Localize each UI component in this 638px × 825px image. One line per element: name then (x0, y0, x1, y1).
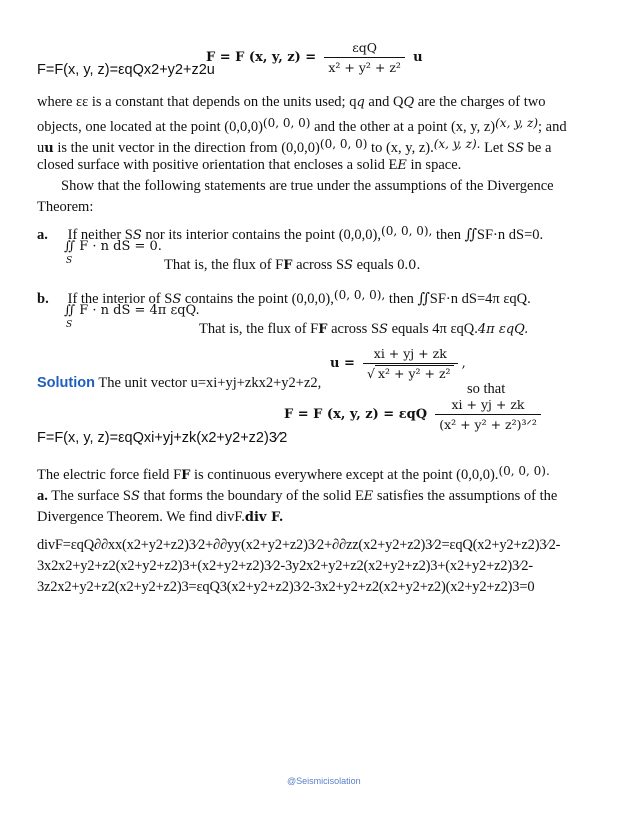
item-b-line-2 (199, 319, 528, 340)
item-text: contains the point (184, 291, 288, 307)
S-text: S (164, 291, 173, 307)
Q-text: Q (392, 94, 404, 110)
Q-math: Q (403, 95, 415, 110)
flux-value-math: 4π εqQ. (477, 322, 529, 337)
div-text: divF. (215, 509, 245, 525)
S-text: S (507, 140, 516, 156)
intro-text: is the unit vector in the direction from (57, 140, 278, 156)
intro-text: are the charges of two (417, 94, 546, 110)
S-text: S (122, 488, 131, 504)
part-a-text: that forms the boundary of the solid (143, 488, 352, 504)
epsilon-symbol: εε (76, 94, 89, 110)
point-xyz-math: (x, y, z). (433, 137, 481, 151)
part-a-label: a. (37, 488, 48, 504)
u-lhs: u = (330, 356, 355, 371)
S-math: S (172, 292, 182, 307)
S-math: S (132, 228, 142, 243)
F-text: F (173, 467, 182, 483)
div-math: div F. (244, 510, 284, 525)
continuity-text: is continuous everywhere except at the point (194, 467, 453, 483)
u-math: u (44, 141, 54, 156)
S-text: S (370, 321, 380, 337)
intro-text: is a constant that depends on the units used; (91, 94, 346, 110)
force-field-text: F=F(x, y, z)=εqQxi+yj+zk(x2+y2+z2)3⁄2 (37, 430, 288, 446)
eq1-numerator: εqQ (352, 40, 377, 55)
origin-math: (0, 0, 0), (333, 288, 386, 302)
origin-math: (0, 0, 0), (381, 224, 433, 238)
part-a-text: Divergence Theorem. We find (37, 509, 213, 525)
E-text: E (388, 157, 398, 173)
solution-label: Solution (37, 375, 95, 391)
intro-line-1 (37, 92, 603, 113)
item-a-surface-subscript: S (66, 256, 73, 266)
item-b-flux-math: ∬ F · n dS = 4π εqQ. (64, 303, 200, 318)
unit-vector-text: The unit vector u=xi+yj+zkx2+y2+z2, (98, 375, 322, 391)
intro-text: closed surface with positive orientation that encloses a solid (37, 157, 385, 173)
origin-math: (0, 0, 0). (498, 464, 550, 478)
item-b-surface-subscript: S (66, 320, 73, 330)
part-a-line-1 (37, 486, 603, 507)
origin-text: (0,0,0), (338, 227, 382, 243)
item-text: equals (391, 321, 429, 337)
item-text: nor its interior contains the point (145, 227, 336, 243)
F-text: F (310, 321, 319, 337)
so-that-text: so that (467, 381, 506, 397)
solution-line (37, 373, 321, 393)
item-text: That is, the flux of (164, 257, 272, 273)
q-text: q (349, 94, 357, 110)
item-text: equals (356, 257, 394, 273)
u-fraction (363, 346, 458, 381)
eq1-denominator: x² + y² + z² (324, 57, 405, 75)
point-xyz-math: (x, y, z) (495, 116, 539, 130)
q-math: q (356, 95, 365, 110)
div-calc-line-2: 3x2x2+y2+z2(x2+y2+z2)3+(x2+y2+z2)3⁄2-3y2x2+y2+z2(x2+y2+z2)3+(x2+y2+z2)3⁄2- (37, 558, 533, 574)
intro-text: and (368, 94, 390, 110)
origin-text: (0,0,0), (291, 291, 334, 307)
F-lhs: F = F (x, y, z) = εqQ (284, 407, 428, 422)
flux-value-text: 4π εqQ. (432, 321, 478, 337)
S-math: S (130, 489, 140, 504)
u-numerator: xi + yj + zk (373, 346, 447, 361)
item-a-line-2 (164, 255, 421, 276)
F-math: F (318, 322, 328, 337)
F-math: F (283, 258, 293, 273)
unit-vector-display (330, 346, 466, 381)
div-calc-line-1: divF=εqQ∂∂xx(x2+y2+z2)3⁄2+∂∂yy(x2+y2+z2)3⁄2+∂∂zz(x2+y2+z2)3⁄2=εqQ(x2+y2+z2)3⁄2- (37, 537, 561, 553)
zero-math: 0. (408, 258, 421, 273)
div-calc-line-3: 3z2x2+y2+z2(x2+y2+z2)3=εqQ3(x2+y2+z2)3⁄2-3x2+y2+z2(x2+y2+z2)(x2+y2+z2)3=0 (37, 579, 535, 595)
item-a-flux-math: ∬ F · n dS = 0. (64, 239, 162, 254)
intro-text: in space. (410, 157, 462, 173)
u-text: u (37, 140, 45, 156)
item-text: If the interior of (67, 291, 161, 307)
force-equation-text: F=F(x, y, z)=εqQx2+y2+z2u (37, 62, 215, 78)
item-b-label: b. (37, 291, 49, 307)
eq1-fraction (324, 40, 405, 75)
continuity-text: The electric force field (37, 467, 170, 483)
continuity-line (37, 461, 603, 486)
intro-line-5: Show that the following statements are true under the assumptions of the Divergence (61, 178, 554, 194)
item-a-label: a. (37, 227, 48, 243)
item-text: then (388, 291, 414, 307)
intro-text: Let (484, 140, 504, 156)
intro-text: be a (527, 140, 552, 156)
origin-text: (0,0,0) (224, 119, 263, 135)
S-math: S (515, 141, 525, 156)
force-field-display (284, 397, 545, 432)
origin-text: (0,0,0). (456, 467, 499, 483)
flux-inline-text: ∬SF·n dS=4π εqQ. (417, 291, 531, 307)
E-math: E (397, 158, 407, 173)
F-numerator: xi + yj + zk (451, 397, 525, 412)
S-text: S (124, 227, 133, 243)
intro-line-4 (37, 155, 603, 176)
E-math: E (363, 489, 374, 504)
item-text: That is, the flux of (199, 321, 307, 337)
F-text: F (275, 257, 284, 273)
S-text: S (335, 257, 345, 273)
S-math: S (344, 258, 353, 273)
intro-text: ; and (538, 119, 567, 135)
point-xyz-text: (x, y, z). (385, 140, 434, 156)
item-text: then (435, 227, 461, 243)
u-comma: , (461, 356, 466, 371)
F-fraction (435, 397, 541, 432)
origin-math: (0, 0, 0) (262, 116, 311, 130)
point-xyz-text: (x, y, z) (450, 119, 496, 135)
S-math: S (379, 322, 388, 337)
flux-inline-text: ∬SF·n dS=0. (464, 227, 544, 243)
footer-handle: @Seismicisolation (287, 776, 361, 786)
u-den-radicand: x² + y² + z² (375, 365, 454, 381)
intro-text: where (37, 94, 73, 110)
force-equation-display (206, 40, 423, 75)
part-a-text: satisfies the assumptions of the (376, 488, 558, 504)
F-denominator: (x² + y² + z²)³ᐟ² (435, 414, 541, 432)
zero-text: 0. (397, 257, 409, 273)
part-a-text: The surface (51, 488, 120, 504)
u-denominator: √ x² + y² + z² (363, 363, 458, 381)
item-text: If neither (67, 227, 122, 243)
F-math: F (181, 468, 191, 483)
eq1-lhs: F = F (x, y, z) = (206, 50, 317, 65)
eq1-rhs: u (413, 50, 423, 65)
part-a-line-2 (37, 507, 603, 528)
item-text: across (331, 321, 368, 337)
intro-line-6: Theorem: (37, 199, 94, 215)
intro-text: to (371, 140, 383, 156)
origin-math: (0, 0, 0) (319, 137, 368, 151)
item-text: across (296, 257, 333, 273)
intro-text: objects, one located at the point (37, 119, 221, 135)
E-text: E (354, 488, 364, 504)
origin-text: (0,0,0) (281, 140, 320, 156)
intro-text: and the other at a point (314, 119, 448, 135)
